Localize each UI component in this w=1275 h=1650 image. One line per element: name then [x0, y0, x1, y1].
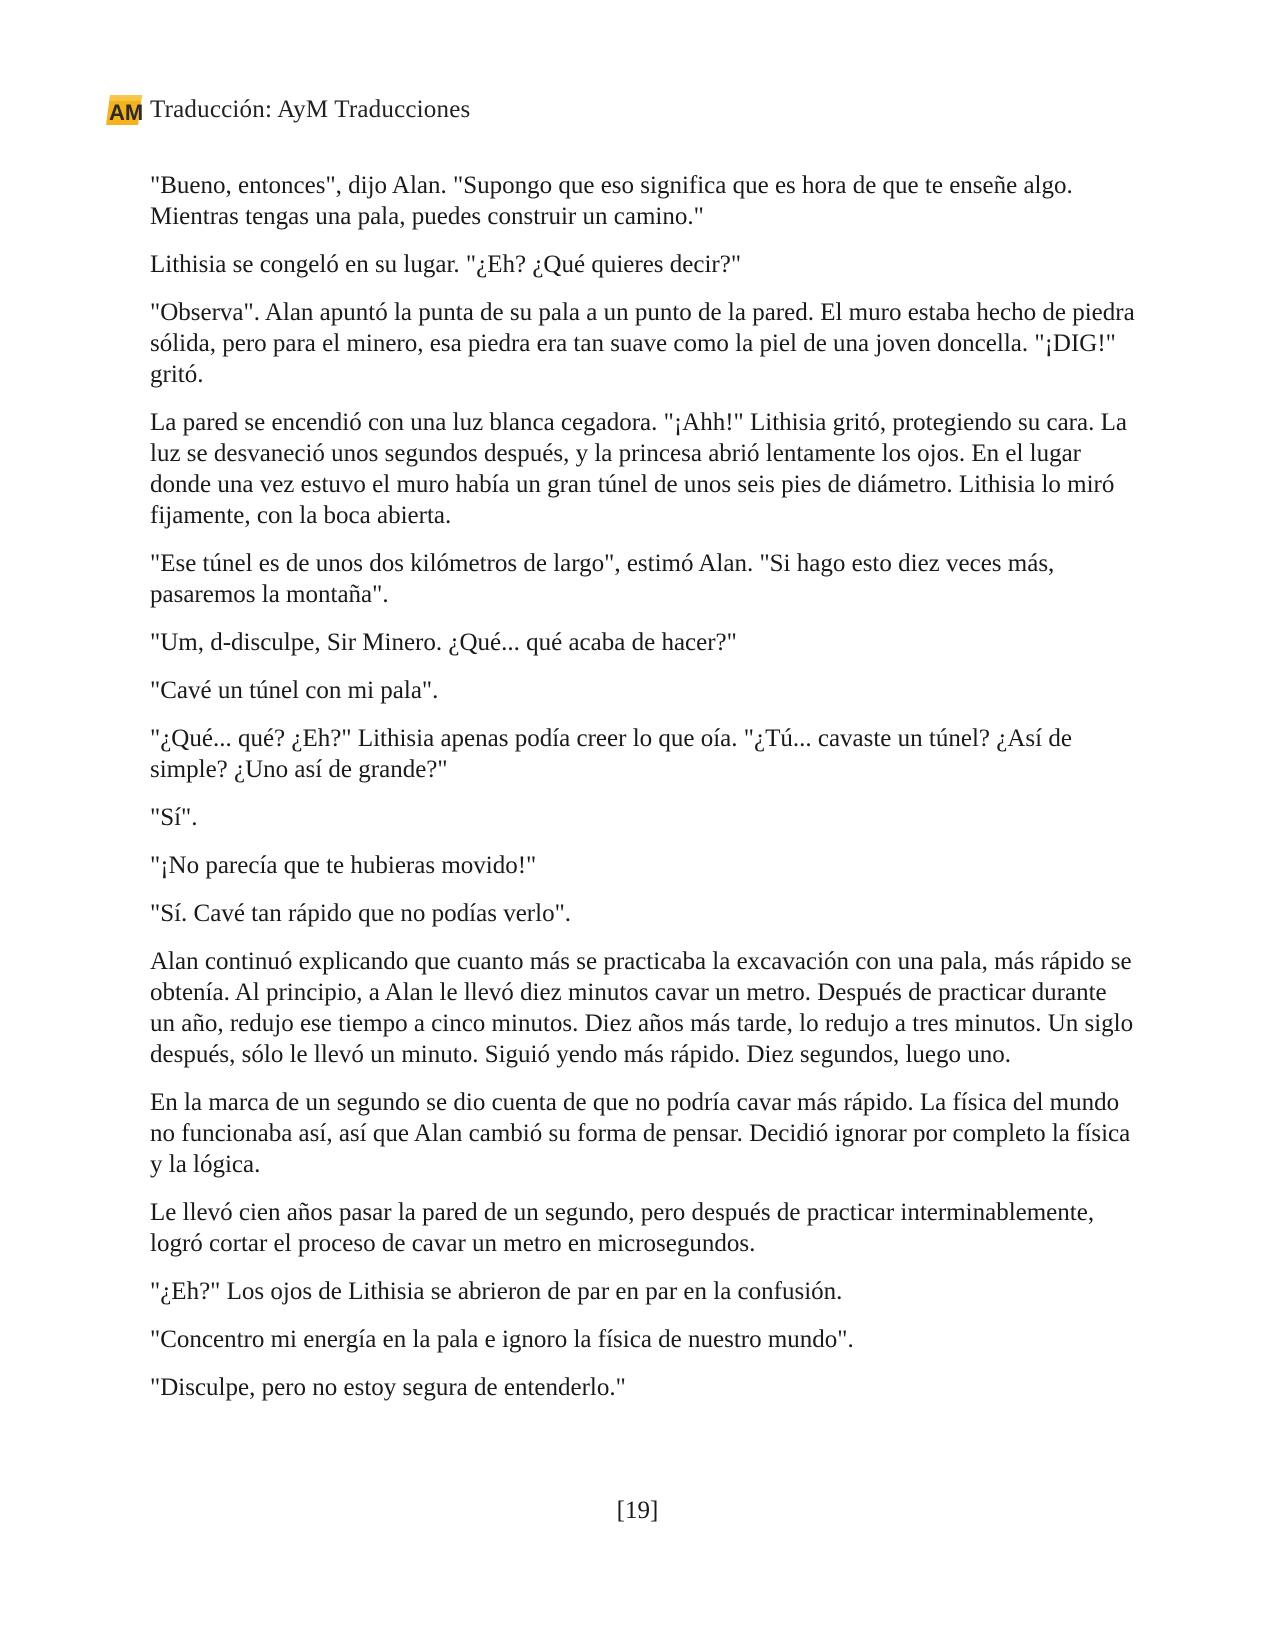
page-body: [150, 170, 1135, 1420]
paragraph: "Concentro mi energía en la pala e ignoro la física de nuestro mundo".: [150, 1326, 854, 1353]
logo-letters: AM: [109, 100, 144, 125]
page-number: [19]: [616, 1497, 659, 1524]
paragraph: Lithisia se congeló en su lugar. "¿Eh? ¿Qué quieres decir?": [150, 251, 742, 278]
paragraph: "Ese túnel es de unos dos kilómetros de largo", estimó Alan. "Si hago esto diez veces más, pasaremos la montaña".: [150, 550, 1055, 608]
paragraph: En la marca de un segundo se dio cuenta de que no podría cavar más rápido. La física del mundo no funcionaba así, así que Alan cambió su forma de pensar. Decidió ignorar por completo la física y la lógica.: [150, 1089, 1131, 1178]
paragraph: "¿Eh?" Los ojos de Lithisia se abrieron de par en par en la confusión.: [150, 1278, 843, 1305]
paragraph: "Sí. Cavé tan rápido que no podías verlo".: [150, 900, 572, 927]
page-header: [104, 90, 470, 130]
translator-credit: Traducción: AyM Traducciones: [150, 96, 471, 123]
paragraph: "Disculpe, pero no estoy segura de entenderlo.": [150, 1374, 626, 1401]
paragraph: Le llevó cien años pasar la pared de un segundo, pero después de practicar interminablemente, logró cortar el proceso de cavar un metro en microsegundos.: [150, 1199, 1095, 1257]
paragraph: "Observa". Alan apuntó la punta de su pala a un punto de la pared. El muro estaba hecho de piedra sólida, pero para el minero, esa piedra era tan suave como la piel de una joven doncella. "¡DIG!" gritó.: [150, 299, 1135, 388]
paragraph: "Um, d-disculpe, Sir Minero. ¿Qué... qué acaba de hacer?": [150, 629, 737, 656]
paragraph: "Bueno, entonces", dijo Alan. "Supongo que eso significa que es hora de que te enseñe algo. Mientras tengas una pala, puedes construir un camino.": [150, 172, 1073, 230]
aym-logo-icon: [104, 93, 144, 127]
paragraph: "¡No parecía que te hubieras movido!": [150, 852, 537, 879]
paragraph: "¿Qué... qué? ¿Eh?" Lithisia apenas podía creer lo que oía. "¿Tú... cavaste un túnel? ¿Así de simple? ¿Uno así de grande?": [150, 725, 1072, 783]
paragraph: "Cavé un túnel con mi pala".: [150, 677, 439, 704]
paragraph: La pared se encendió con una luz blanca cegadora. "¡Ahh!" Lithisia gritó, protegiendo su cara. La luz se desvaneció unos segundos después, y la princesa abrió lentamente los ojos. En el lugar donde una vez estuvo el muro había un gran túnel de unos seis pies de diámetro. Lithisia lo miró fijamente, con la boca abierta.: [150, 409, 1127, 529]
paragraph: Alan continuó explicando que cuanto más se practicaba la excavación con una pala, más rápido se obtenía. Al principio, a Alan le llevó diez minutos cavar un metro. Después de practicar durante un año, redujo ese tiempo a cinco minutos. Diez años más tarde, lo redujo a tres minutos. Un siglo después, sólo le llevó un minuto. Siguió yendo más rápido. Diez segundos, luego uno.: [150, 948, 1134, 1068]
paragraph: "Sí".: [150, 804, 198, 831]
